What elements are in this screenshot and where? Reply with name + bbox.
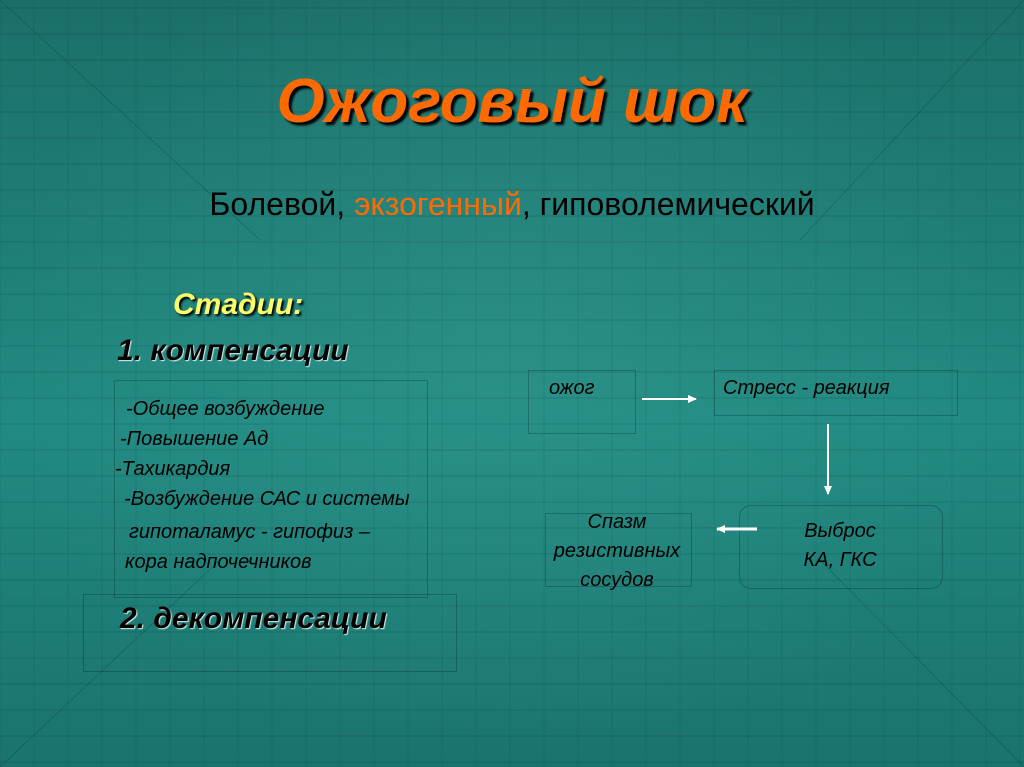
- stages-label: Стадии:: [173, 288, 304, 321]
- spasm-line: Спазм: [587, 511, 647, 533]
- stage-1-title: 1. компенсации: [117, 334, 349, 367]
- stage-1-item: кора надпочечников: [125, 551, 312, 573]
- stage-1-item: -Возбуждение САС и системы: [124, 488, 410, 510]
- stage-1-item: -Общее возбуждение: [126, 398, 325, 420]
- stage-2-title: 2. декомпенсации: [120, 602, 387, 635]
- release-line: Выброс: [804, 520, 876, 542]
- slide-title: Ожоговый шок: [276, 67, 748, 136]
- subtitle-part-1: Болевой,: [209, 186, 355, 222]
- release-line: КА, ГКС: [803, 549, 877, 571]
- spasm-line: сосудов: [580, 569, 654, 591]
- subtitle-part-2: экзогенный: [354, 186, 522, 222]
- stage-1-item: -Повышение Ад: [120, 428, 269, 450]
- burn-label: ожог: [549, 377, 595, 399]
- subtitle-part-3: , гиповолемический: [521, 186, 815, 222]
- stress-label: Стресс - реакция: [723, 377, 890, 399]
- spasm-line: резистивных: [553, 540, 681, 562]
- stage-1-item: гипоталамус - гипофиз –: [129, 521, 371, 543]
- stage-1-item: -Тахикардия: [115, 458, 231, 480]
